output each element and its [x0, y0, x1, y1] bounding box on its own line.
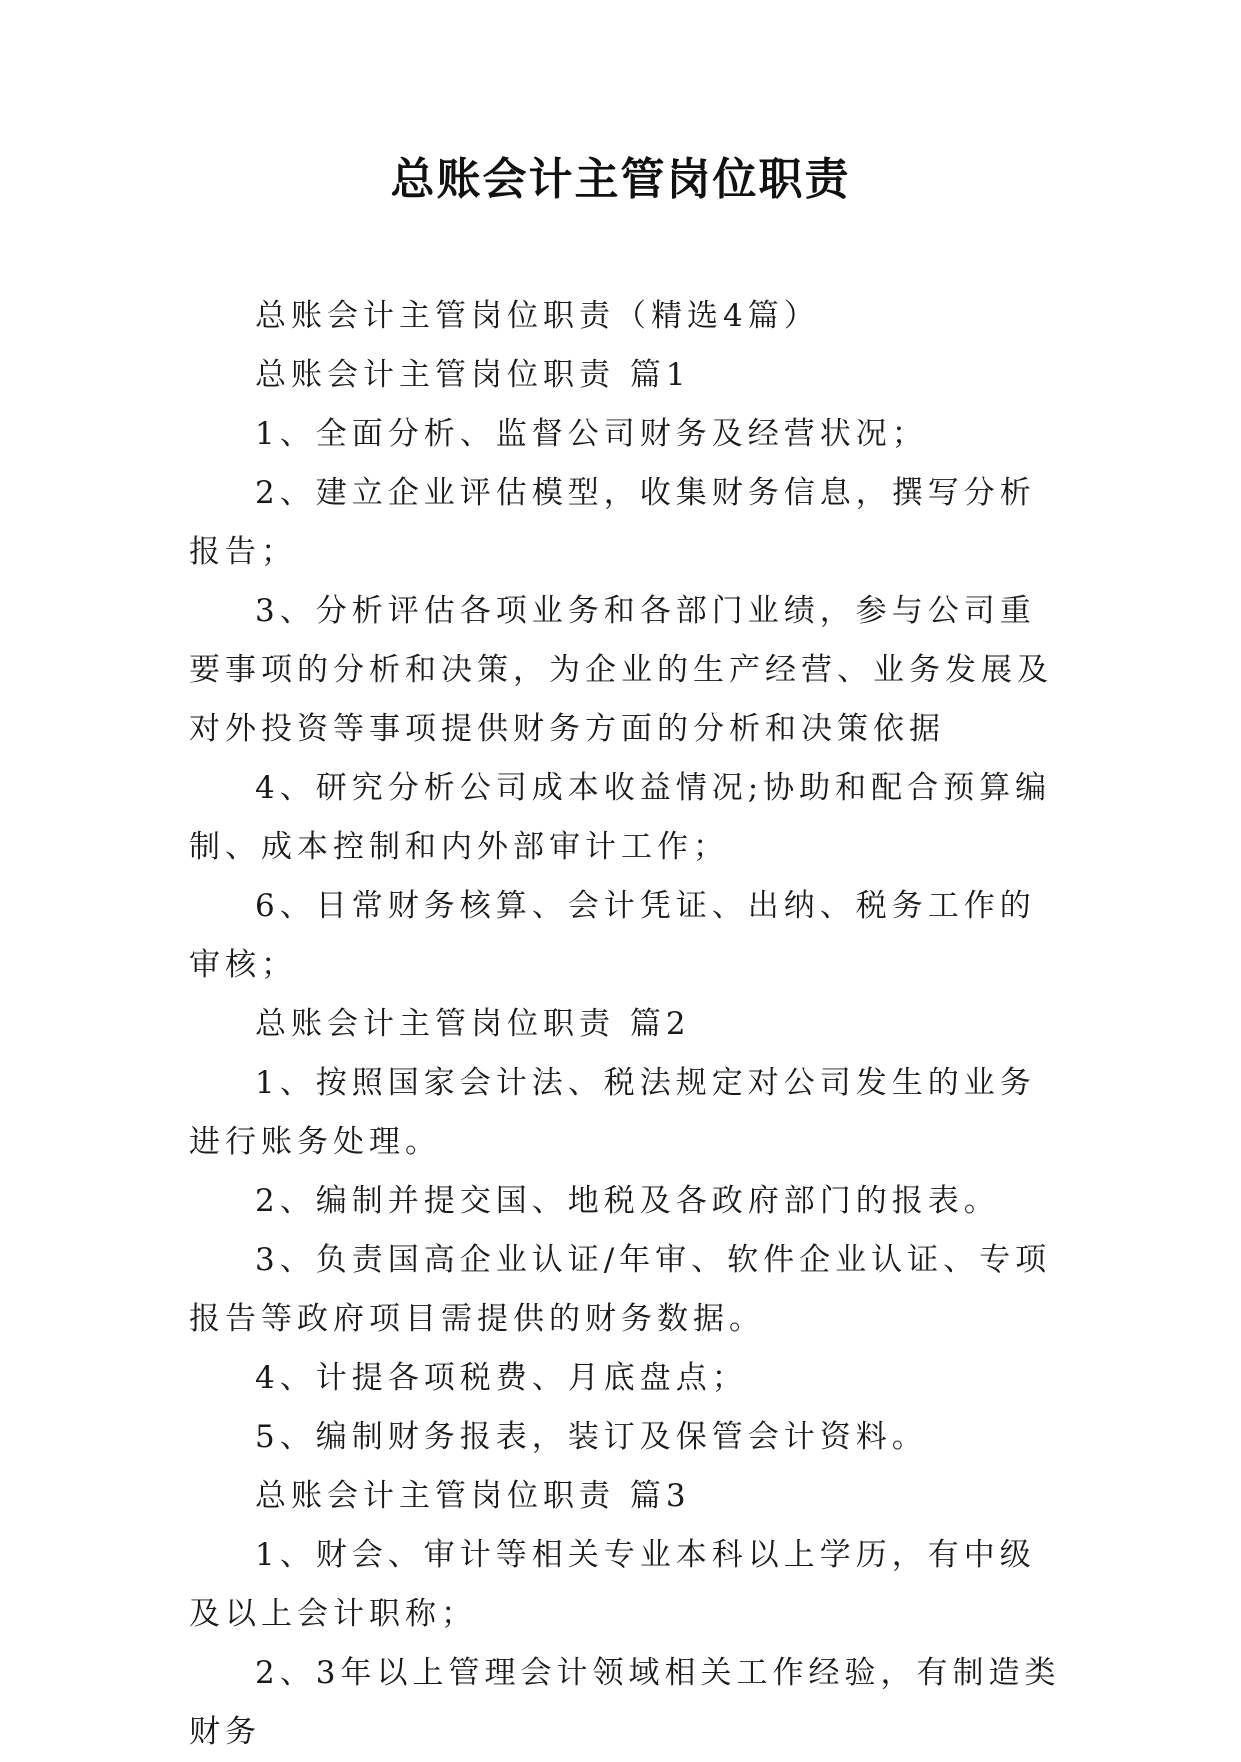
- document-title: 总账会计主管岗位职责: [390, 154, 851, 205]
- section-heading-2: 总账会计主管岗位职责 篇2: [255, 1006, 691, 1042]
- document-body: [189, 287, 1069, 1762]
- paragraph: 6、日常财务核算、会计凭证、出纳、税务工作的审核；: [189, 888, 1036, 983]
- paragraph: 5、编制财务报表，装订及保管会计资料。: [255, 1419, 928, 1455]
- paragraph: 2、3年以上管理会计领域相关工作经验，有制造类财务: [189, 1655, 1061, 1750]
- paragraph: 3、负责国高企业认证/年审、软件企业认证、专项报告等政府项目需提供的财务数据。: [189, 1242, 1052, 1337]
- paragraph: 2、编制并提交国、地税及各政府部门的报表。: [255, 1183, 1000, 1219]
- paragraph: 4、计提各项税费、月底盘点；: [255, 1360, 748, 1396]
- paragraph: 1、财会、审计等相关专业本科以上学历，有中级及以上会计职称；: [189, 1537, 1036, 1632]
- paragraph: 1、全面分析、监督公司财务及经营状况；: [255, 416, 928, 452]
- paragraph-intro: 总账会计主管岗位职责（精选4篇）: [255, 298, 820, 334]
- paragraph: 1、按照国家会计法、税法规定对公司发生的业务进行账务处理。: [189, 1065, 1036, 1160]
- section-heading-3: 总账会计主管岗位职责 篇3: [255, 1478, 691, 1514]
- section-heading-1: 总账会计主管岗位职责 篇1: [255, 357, 691, 393]
- paragraph: 2、建立企业评估模型，收集财务信息，撰写分析报告；: [189, 475, 1036, 570]
- paragraph: 4、研究分析公司成本收益情况;协助和配合预算编制、成本控制和内外部审计工作；: [189, 770, 1052, 865]
- paragraph: 3、分析评估各项业务和各部门业绩，参与公司重要事项的分析和决策，为企业的生产经营、业务发展及对外投资等事项提供财务方面的分析和决策依据: [189, 593, 1053, 747]
